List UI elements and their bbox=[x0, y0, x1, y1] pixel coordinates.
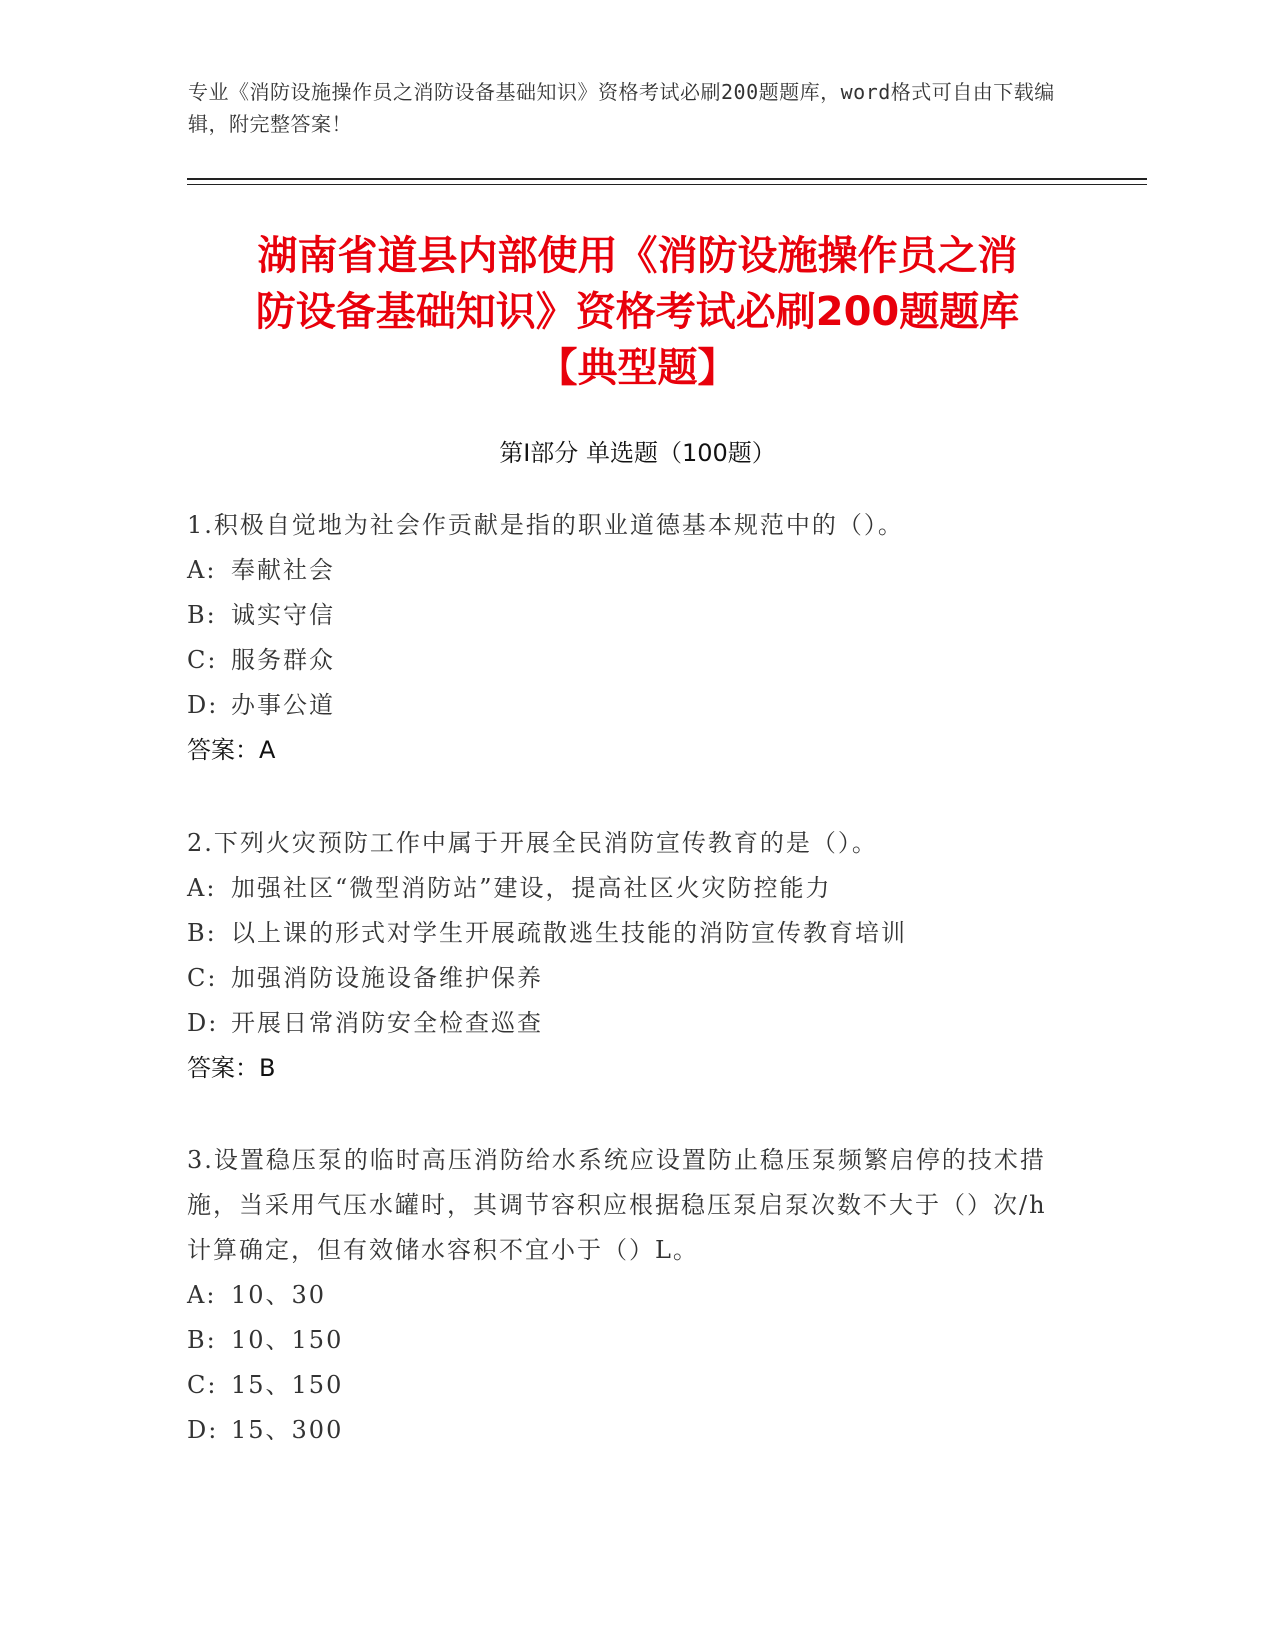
option-text: 诚实守信 bbox=[231, 601, 335, 629]
option-letter: D: bbox=[187, 1416, 219, 1444]
option-letter: C: bbox=[187, 646, 218, 674]
title-line-1: 湖南省道县内部使用《消防设施操作员之消 bbox=[257, 233, 1018, 279]
option-letter: A: bbox=[187, 874, 217, 902]
option-a bbox=[187, 548, 1067, 593]
section-heading: 第I部分 单选题（100题） bbox=[499, 439, 776, 467]
option-text: 加强社区“微型消防站”建设，提高社区火灾防控能力 bbox=[231, 874, 832, 902]
option-d bbox=[187, 683, 1067, 728]
option-letter: D: bbox=[187, 691, 219, 719]
option-c bbox=[187, 1363, 1067, 1408]
option-letter: A: bbox=[187, 556, 217, 584]
option-text: 加强消防设施设备维护保养 bbox=[231, 964, 543, 992]
document-title bbox=[150, 228, 1125, 396]
question-text: 2.下列火灾预防工作中属于开展全民消防宣传教育的是（）。 bbox=[187, 829, 878, 857]
option-text: 奉献社会 bbox=[231, 556, 335, 584]
option-d bbox=[187, 1001, 1067, 1046]
option-text: 10、30 bbox=[231, 1281, 327, 1309]
option-letter: D: bbox=[187, 1009, 219, 1037]
title-line-2: 防设备基础知识》资格考试必刷200题题库 bbox=[255, 289, 1020, 335]
option-text: 15、150 bbox=[231, 1371, 344, 1399]
header-divider-thick bbox=[187, 178, 1147, 180]
option-text: 以上课的形式对学生开展疏散逃生技能的消防宣传教育培训 bbox=[231, 919, 907, 947]
question-3 bbox=[187, 1138, 1067, 1453]
option-text: 办事公道 bbox=[231, 691, 335, 719]
option-d bbox=[187, 1408, 1067, 1453]
option-text: 服务群众 bbox=[231, 646, 335, 674]
option-b bbox=[187, 1318, 1067, 1363]
title-line-3: 【典型题】 bbox=[537, 345, 738, 391]
option-letter: B: bbox=[187, 601, 217, 629]
option-c bbox=[187, 956, 1067, 1001]
option-c bbox=[187, 638, 1067, 683]
option-letter: B: bbox=[187, 919, 217, 947]
question-2 bbox=[187, 821, 1067, 1091]
option-a bbox=[187, 866, 1067, 911]
option-letter: A: bbox=[187, 1281, 217, 1309]
option-letter: B: bbox=[187, 1326, 217, 1354]
answer: 答案：B bbox=[187, 1054, 276, 1082]
question-1 bbox=[187, 503, 1067, 773]
answer: 答案：A bbox=[187, 736, 276, 764]
question-text: 1.积极自觉地为社会作贡献是指的职业道德基本规范中的（）。 bbox=[187, 511, 904, 539]
header-divider-thin bbox=[187, 184, 1147, 185]
question-text: 3.设置稳压泵的临时高压消防给水系统应设置防止稳压泵频繁启停的技术措施，当采用气压水罐时，其调节容积应根据稳压泵启泵次数不大于（）次/h计算确定，但有效储水容积不宜小于（）L。 bbox=[187, 1146, 1047, 1264]
option-b bbox=[187, 911, 1067, 956]
option-text: 开展日常消防安全检查巡查 bbox=[231, 1009, 543, 1037]
option-text: 15、300 bbox=[231, 1416, 344, 1444]
option-a bbox=[187, 1273, 1067, 1318]
option-text: 10、150 bbox=[231, 1326, 344, 1354]
option-letter: C: bbox=[187, 964, 218, 992]
option-b bbox=[187, 593, 1067, 638]
option-letter: C: bbox=[187, 1371, 218, 1399]
header-note: 专业《消防设施操作员之消防设备基础知识》资格考试必刷200题题库，word格式可自由下载编辑，附完整答案！ bbox=[188, 80, 1055, 136]
